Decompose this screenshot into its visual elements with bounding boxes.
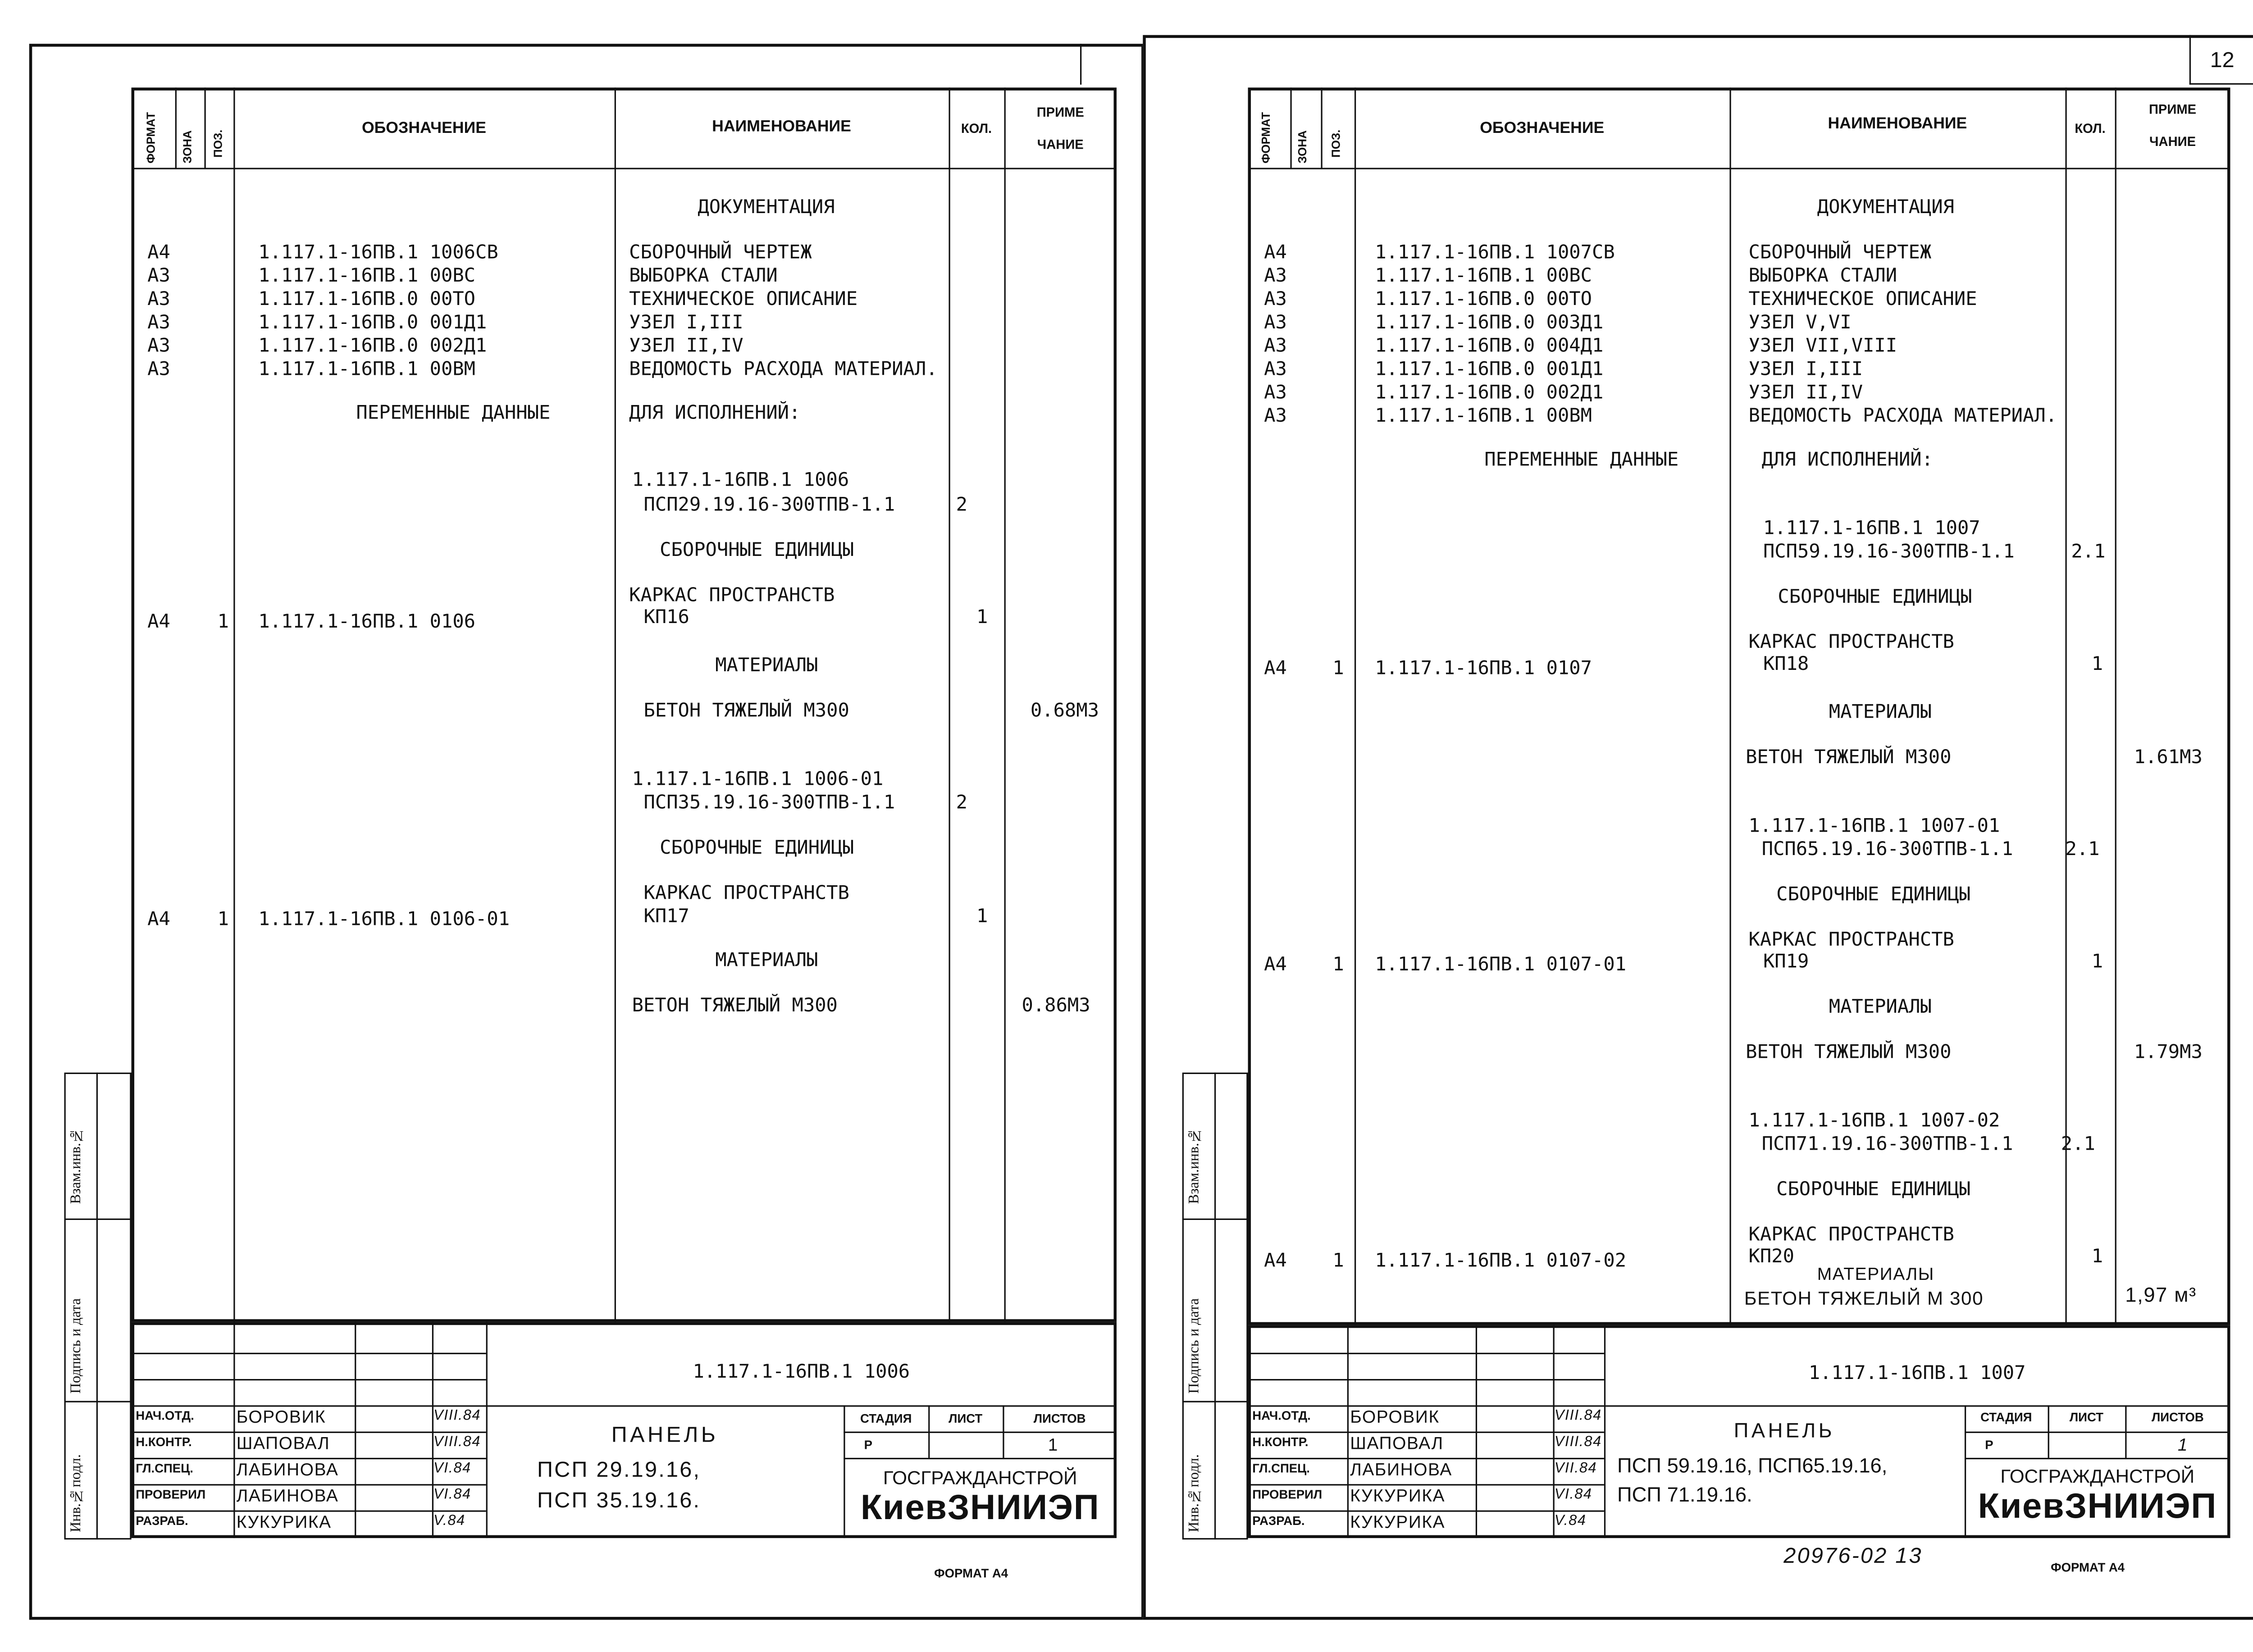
right-header-note-2: ЧАНИЕ — [2149, 134, 2196, 149]
row-name: КП20 — [1748, 1246, 1794, 1268]
row-name: УЗЕЛ I,III — [1748, 359, 1863, 381]
row-name: СБОРОЧНЫЕ ЕДИНИЦЫ — [1778, 587, 1972, 609]
row-format: А3 — [147, 265, 170, 288]
row-name: 1.117.1-16ПВ.1 1007-02 — [1748, 1110, 2000, 1133]
row-quantity: 1 — [976, 607, 988, 629]
left-tb-line — [844, 1432, 1117, 1433]
row-designation: 1.117.1-16ПВ.1 0107-02 — [1375, 1250, 1627, 1273]
row-name: КАРКАС ПРОСТРАНСТВ — [643, 883, 849, 905]
right-header-note: ПРИМЕ — [2148, 102, 2197, 117]
left-col-line — [1004, 87, 1006, 1322]
row-name: УЗЕЛ II,IV — [1748, 382, 1863, 405]
left-stamp-inv: Инв.№подл. — [68, 1454, 85, 1533]
row-designation: 1.117.1-16ПВ.1 1006СВ — [258, 242, 498, 264]
right-label-stage: СТАДИЯ — [1980, 1410, 2032, 1424]
right-stage-value: Р — [1985, 1437, 1993, 1452]
left-header-name: НАИМЕНОВАНИЕ — [712, 118, 851, 136]
row-position: 1 — [217, 611, 229, 633]
signer-signature-date: VI.84 — [433, 1487, 471, 1503]
row-designation: 1.117.1-16ПВ.1 00ВМ — [1375, 405, 1592, 428]
row-name: КАРКАС ПРОСТРАНСТВ — [1748, 632, 1954, 654]
row-format: А4 — [1264, 1250, 1287, 1273]
row-name: СБОРОЧНЫЕ ЕДИНИЦЫ — [660, 540, 854, 562]
right-org-1: ГОСГРАЖДАНСТРОЙ — [2000, 1465, 2195, 1487]
row-format: А3 — [1264, 336, 1287, 358]
left-header-qty: КОЛ. — [961, 121, 992, 136]
signer-signature-date: VIII.84 — [433, 1434, 481, 1451]
row-designation: 1.117.1-16ПВ.0 003Д1 — [1375, 312, 1604, 334]
left-side-stamp-line — [96, 1073, 98, 1540]
row-name: 1.117.1-16ПВ.1 1007-01 — [1748, 815, 2000, 838]
signer-name: ЛАБИНОВА — [236, 1485, 339, 1506]
row-quantity: 2 — [956, 792, 968, 815]
left-col-line — [175, 87, 177, 168]
row-note: 0.68М3 — [1030, 700, 1099, 723]
row-format: А3 — [1264, 405, 1287, 428]
signer-role: НАЧ.ОТД. — [136, 1408, 194, 1423]
signer-signature-date: VIII.84 — [1554, 1408, 1602, 1424]
row-designation: 1.117.1-16ПВ.0 00ТО — [1375, 289, 1592, 311]
right-hand-volume: 1,97 м³ — [2125, 1283, 2197, 1306]
row-position: 1 — [1332, 954, 1344, 977]
row-format: А3 — [147, 312, 170, 334]
row-name: ТЕХНИЧЕСКОЕ ОПИСАНИЕ — [1748, 289, 1977, 311]
row-name: ВЕТОН ТЯЖЕЛЫЙ М300 — [632, 995, 838, 1017]
left-stamp-podpis: Подпись и дата — [68, 1298, 85, 1394]
signer-role: ПРОВЕРИЛ — [1252, 1487, 1323, 1502]
row-name: 1.117.1-16ПВ.1 1006 — [632, 470, 849, 492]
row-format: А3 — [1264, 359, 1287, 381]
row-designation: 1.117.1-16ПВ.1 0107-01 — [1375, 954, 1627, 977]
row-name: 1.117.1-16ПВ.1 1006-01 — [632, 769, 884, 791]
row-name: ТЕХНИЧЕСКОЕ ОПИСАНИЕ — [629, 289, 858, 311]
right-org-2: КиевЗНИИЭП — [1978, 1487, 2217, 1527]
row-name: ВЕДОМОСТЬ РАСХОДА МАТЕРИАЛ. — [1748, 405, 2057, 428]
right-col-line — [1290, 87, 1291, 168]
right-label-sheets: ЛИСТОВ — [2151, 1410, 2204, 1424]
row-name: КАРКАС ПРОСТРАНСТВ — [1748, 929, 1954, 951]
right-format-label: ФОРМАТ А4 — [2051, 1560, 2125, 1575]
row-name: СБОРОЧНЫЕ ЕДИНИЦЫ — [660, 837, 854, 860]
row-format: А4 — [1264, 954, 1287, 977]
row-format: А4 — [147, 909, 170, 931]
left-label-sheet: ЛИСТ — [949, 1411, 983, 1426]
left-col-line — [233, 87, 235, 1322]
row-name: ДЛЯ ИСПОЛНЕНИЙ: — [629, 403, 801, 425]
signer-signature-date: VIII.84 — [1554, 1434, 1602, 1451]
row-format: А3 — [147, 289, 170, 311]
row-note: 1.61М3 — [2134, 747, 2203, 769]
row-format: А3 — [1264, 312, 1287, 334]
signer-role: ПРОВЕРИЛ — [136, 1487, 206, 1502]
row-name: ДЛЯ ИСПОЛНЕНИЙ: — [1761, 449, 1934, 472]
row-name: ПСП65.19.16-300ТПВ-1.1 — [1761, 839, 2013, 861]
right-label-sheet: ЛИСТ — [2069, 1410, 2103, 1424]
row-name: МАТЕРИАЛЫ — [715, 655, 818, 677]
row-name: УЗЕЛ V,VI — [1748, 312, 1852, 334]
row-format: А3 — [1264, 265, 1287, 288]
row-name: УЗЕЛ II,IV — [629, 336, 743, 358]
right-side-stamp-line — [1214, 1073, 1216, 1540]
row-designation: 1.117.1-16ПВ.0 002Д1 — [258, 336, 487, 358]
left-label-stage: СТАДИЯ — [860, 1411, 912, 1426]
row-name: МАТЕРИАЛЫ — [1829, 997, 1932, 1019]
right-doc-number: 1.117.1-16ПВ.1 1007 — [1808, 1363, 2026, 1385]
left-col-line — [615, 87, 616, 1322]
row-quantity: 1 — [2091, 951, 2103, 974]
signer-signature-date: VIII.84 — [433, 1408, 481, 1424]
signer-role: Н.КОНТР. — [1252, 1434, 1309, 1449]
signer-signature-date: V.84 — [1554, 1513, 1587, 1529]
right-col-line — [1729, 87, 1731, 1325]
right-archive-number: 20976-02 13 — [1783, 1544, 1923, 1569]
row-name: СБОРОЧНЫЕ ЕДИНИЦЫ — [1776, 1179, 1971, 1201]
row-name: КАРКАС ПРОСТРАНСТВ — [1748, 1224, 1954, 1247]
right-title-line-1: ПАНЕЛЬ — [1733, 1418, 1835, 1442]
row-position: 1 — [1332, 658, 1344, 680]
row-position: 1 — [1332, 1250, 1344, 1273]
row-name: ПСП29.19.16-300ТПВ-1.1 — [643, 495, 895, 517]
right-col-line — [1321, 87, 1322, 168]
row-designation: 1.117.1-16ПВ.1 0107 — [1375, 658, 1592, 680]
row-quantity: 2 — [956, 495, 968, 517]
left-tb-line — [233, 1322, 235, 1538]
row-designation: 1.117.1-16ПВ.0 004Д1 — [1375, 336, 1604, 358]
left-title-line-2: ПСП 29.19.16, — [537, 1457, 701, 1483]
right-header-pos: ПОЗ. — [1329, 129, 1343, 158]
signer-role: ГЛ.СПЕЦ. — [136, 1461, 193, 1475]
row-format: А4 — [1264, 242, 1287, 264]
row-name: КП16 — [643, 607, 689, 629]
left-col-line — [204, 87, 205, 168]
row-name: ВЕДОМОСТЬ РАСХОДА МАТЕРИАЛ. — [629, 359, 938, 381]
signer-signature-date: VI.84 — [1554, 1487, 1592, 1503]
row-quantity: 1 — [976, 906, 988, 928]
row-format: А3 — [147, 359, 170, 381]
signer-name: ЛАБИНОВА — [236, 1459, 339, 1480]
row-name: ВЫБОРКА СТАЛИ — [1748, 265, 1897, 288]
row-format: А3 — [1264, 289, 1287, 311]
signer-role: ГЛ.СПЕЦ. — [1252, 1461, 1310, 1475]
signer-role: РАЗРАБ. — [1252, 1513, 1305, 1528]
row-name: КП19 — [1763, 951, 1809, 974]
row-note: 1.79М3 — [2134, 1042, 2203, 1064]
row-name: КП17 — [643, 906, 689, 928]
right-col-line — [1355, 87, 1356, 1325]
left-header-note: ПРИМЕ — [1036, 105, 1084, 120]
row-name: ДОКУМЕНТАЦИЯ — [698, 197, 835, 219]
signer-role: НАЧ.ОТД. — [1252, 1408, 1311, 1423]
row-name: ДОКУМЕНТАЦИЯ — [1817, 197, 1955, 219]
row-name: КП18 — [1763, 654, 1809, 676]
left-sheet-binding-line — [1080, 44, 1081, 85]
right-col-line — [2115, 87, 2116, 1325]
row-name: ПСП71.19.16-300ТПВ-1.1 — [1761, 1133, 2013, 1156]
left-header-note-2: ЧАНИЕ — [1037, 137, 1084, 152]
row-name: СБОРОЧНЫЕ ЕДИНИЦЫ — [1776, 884, 1971, 906]
left-tb-line — [844, 1458, 1117, 1459]
right-side-stamp-line — [1182, 1219, 1248, 1220]
right-sheet-number: 12 — [2210, 48, 2235, 73]
row-position: 1 — [217, 909, 229, 931]
right-header-rule — [1248, 168, 2230, 169]
left-sheets-value: 1 — [1048, 1434, 1059, 1455]
left-header-format: ФОРМАТ — [144, 112, 158, 164]
signer-signature-date: VI.84 — [433, 1461, 471, 1477]
row-name: УЗЕЛ I,III — [629, 312, 743, 334]
signer-role: Н.КОНТР. — [136, 1434, 192, 1449]
left-header-rule — [132, 168, 1117, 169]
left-side-stamp-line — [64, 1401, 132, 1402]
row-name: ВЫБОРКА СТАЛИ — [629, 265, 778, 288]
row-quantity: 1 — [2091, 654, 2103, 676]
signer-signature-date: V.84 — [433, 1513, 465, 1529]
left-format-label: ФОРМАТ А4 — [934, 1566, 1008, 1581]
right-tb-line — [1248, 1379, 1604, 1380]
row-name: МАТЕРИАЛЫ — [1829, 702, 1932, 724]
left-title-line-3: ПСП 35.19.16. — [537, 1488, 701, 1514]
row-designation: 1.117.1-16ПВ.1 0106 — [258, 611, 476, 633]
left-col-line — [949, 87, 950, 1322]
right-header-format: ФОРМАТ — [1259, 112, 1273, 164]
left-stamp-vzam: Взам.инв.№ — [68, 1127, 85, 1204]
left-org-1: ГОСГРАЖДАНСТРОЙ — [883, 1466, 1077, 1488]
row-name: ВЕТОН ТЯЖЕЛЫЙ М300 — [1746, 1042, 1952, 1064]
left-title-line-1: ПАНЕЛЬ — [611, 1423, 719, 1448]
right-title-line-3: ПСП 71.19.16. — [1617, 1483, 1752, 1506]
row-name: КАРКАС ПРОСТРАНСТВ — [629, 585, 835, 607]
row-designation: 1.117.1-16ПВ.1 00ВМ — [258, 359, 476, 381]
right-tb-line — [1347, 1325, 1349, 1538]
left-tb-line — [355, 1322, 356, 1538]
right-stamp-vzam: Взам.инв.№ — [1186, 1127, 1203, 1204]
right-tb-line — [1476, 1325, 1477, 1538]
row-designation: ПЕРЕМЕННЫЕ ДАННЫЕ — [356, 403, 551, 425]
left-side-stamp-line — [64, 1219, 132, 1220]
right-tb-line — [1553, 1325, 1555, 1538]
signer-role: РАЗРАБ. — [136, 1513, 188, 1528]
row-quantity: 2.1 — [2061, 1133, 2095, 1156]
row-designation: 1.117.1-16ПВ.0 001Д1 — [1375, 359, 1604, 381]
row-name: УЗЕЛ VII,VIII — [1748, 336, 1897, 358]
row-note: 0.86М3 — [1022, 995, 1090, 1017]
row-designation: 1.117.1-16ПВ.0 002Д1 — [1375, 382, 1604, 405]
row-name: МАТЕРИАЛЫ — [715, 950, 818, 972]
right-tb-line — [1965, 1432, 2230, 1433]
left-tb-line — [432, 1322, 433, 1538]
row-quantity: 2.1 — [2065, 839, 2100, 861]
left-doc-number: 1.117.1-16ПВ.1 1006 — [693, 1361, 910, 1383]
row-designation: 1.117.1-16ПВ.1 0106-01 — [258, 909, 510, 931]
left-org-2: КиевЗНИИЭП — [860, 1488, 1100, 1528]
row-quantity: 1 — [2091, 1246, 2103, 1268]
right-hand-concrete: БЕТОН ТЯЖЕЛЫЙ М 300 — [1744, 1287, 1984, 1309]
row-format: А4 — [147, 611, 170, 633]
signer-name: БОРОВИК — [236, 1406, 326, 1427]
signer-name: ШАПОВАЛ — [1350, 1433, 1444, 1454]
row-name: 1.117.1-16ПВ.1 1007 — [1763, 518, 1980, 540]
row-format: А3 — [147, 336, 170, 358]
row-name: БЕТОН ТЯЖЕЛЫЙ М300 — [643, 700, 849, 723]
right-stamp-podpis: Подпись и дата — [1186, 1298, 1203, 1394]
row-format: А4 — [1264, 658, 1287, 680]
row-name: ПСП35.19.16-300ТПВ-1.1 — [643, 792, 895, 815]
row-format: А3 — [1264, 382, 1287, 405]
right-header-designation: ОБОЗНАЧЕНИЕ — [1480, 119, 1605, 137]
left-stage-value: Р — [864, 1437, 872, 1452]
right-header-qty: КОЛ. — [2075, 121, 2106, 136]
row-quantity: 2.1 — [2071, 541, 2106, 564]
left-label-sheets: ЛИСТОВ — [1033, 1411, 1086, 1426]
right-header-zone: ЗОНА — [1296, 130, 1309, 164]
row-name: СБОРОЧНЫЙ ЧЕРТЕЖ — [1748, 242, 1932, 264]
row-designation: 1.117.1-16ПВ.1 00ВС — [1375, 265, 1592, 288]
right-title-line-2: ПСП 59.19.16, ПСП65.19.16, — [1617, 1453, 1888, 1477]
row-name: СБОРОЧНЫЙ ЧЕРТЕЖ — [629, 242, 812, 264]
row-designation: ПЕРЕМЕННЫЕ ДАННЫЕ — [1484, 449, 1679, 472]
row-designation: 1.117.1-16ПВ.1 1007СВ — [1375, 242, 1615, 264]
row-name: ВЕТОН ТЯЖЕЛЫЙ М300 — [1746, 747, 1952, 769]
signer-name: БОРОВИК — [1350, 1406, 1440, 1427]
signer-name: КУКУРИКА — [236, 1511, 332, 1533]
signer-name: ШАПОВАЛ — [236, 1433, 330, 1454]
right-stamp-inv: Инв.№подл. — [1186, 1454, 1203, 1533]
row-name: ПСП59.19.16-300ТПВ-1.1 — [1763, 541, 2015, 564]
signer-name: КУКУРИКА — [1350, 1511, 1446, 1533]
signer-name: КУКУРИКА — [1350, 1485, 1446, 1506]
signer-signature-date: VII.84 — [1554, 1461, 1597, 1477]
row-designation: 1.117.1-16ПВ.0 001Д1 — [258, 312, 487, 334]
row-format: А4 — [147, 242, 170, 264]
left-header-pos: ПОЗ. — [211, 129, 225, 158]
left-header-designation: ОБОЗНАЧЕНИЕ — [361, 119, 487, 137]
left-header-zone: ЗОНА — [181, 130, 194, 164]
right-header-name: НАИМЕНОВАНИЕ — [1828, 115, 1967, 133]
row-designation: 1.117.1-16ПВ.0 00ТО — [258, 289, 476, 311]
right-tb-line — [1248, 1353, 1604, 1354]
right-side-stamp-line — [1182, 1401, 1248, 1402]
right-hand-material: МАТЕРИАЛЫ — [1817, 1264, 1934, 1284]
row-designation: 1.117.1-16ПВ.1 00ВС — [258, 265, 476, 288]
right-tb-line — [1965, 1458, 2230, 1459]
right-sheets-value: 1 — [2177, 1434, 2189, 1455]
signer-name: ЛАБИНОВА — [1350, 1459, 1453, 1480]
